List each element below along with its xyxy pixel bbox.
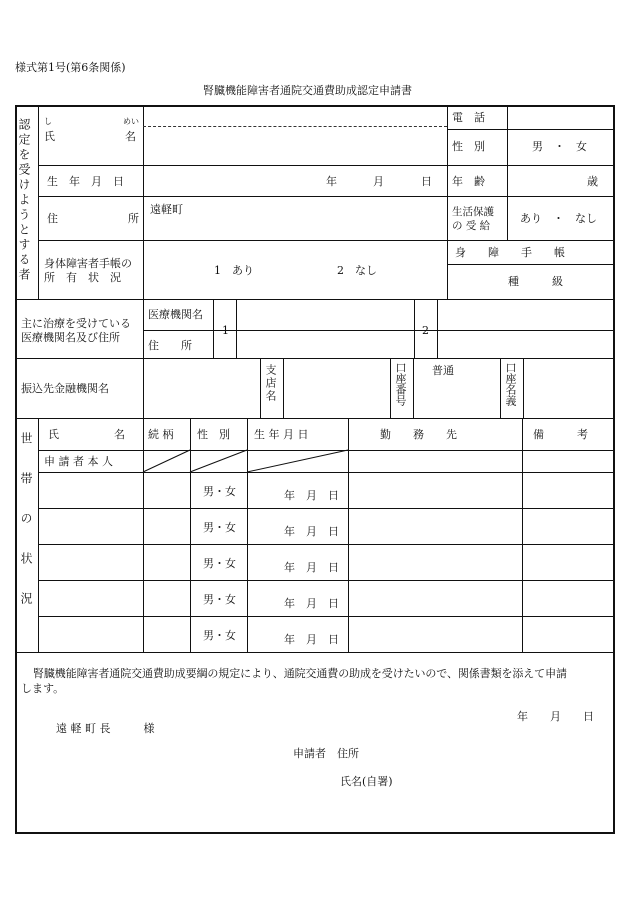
medical-num-2: 2 [422, 324, 429, 337]
birth-date-field[interactable] [144, 166, 446, 195]
age-label: 年 齢 [452, 175, 485, 188]
welfare-label-1: 生活保護 [452, 206, 494, 218]
declaration-addressee: 遠 軽 町 長 様 [56, 722, 155, 735]
sex-label: 性 別 [452, 140, 485, 153]
household-header-name: 氏 名 [48, 428, 125, 441]
address-value[interactable]: 遠軽町 [150, 203, 183, 216]
account-holder-label: 口座名義 [504, 362, 517, 406]
medical-address-label: 住 所 [148, 339, 192, 352]
declaration-text-1: 腎臓機能障害者通院交通費助成要綱の規定により、通院交通費の助成を受けたいので、関係書類を添えて申請 [33, 667, 567, 680]
name-label-mei: 名 [125, 130, 136, 143]
welfare-choice[interactable]: あり ・ なし [520, 212, 597, 225]
household-row-date[interactable]: 年 月 日 [284, 525, 339, 538]
household-row-sex[interactable]: 男・女 [203, 557, 236, 570]
medical-label-1: 主に治療を受けている [21, 317, 131, 330]
age-unit: 歳 [587, 175, 598, 188]
applicant-section-label: 認定を受けようとする者 [17, 118, 31, 283]
address-label-sho: 所 [128, 212, 139, 225]
handbook-status-label-2: 所 有 状 況 [44, 271, 121, 284]
name-furigana-mei: めい [123, 117, 139, 126]
form-number: 様式第1号(第6条関係) [15, 61, 126, 74]
phone-label: 電 話 [452, 111, 485, 124]
declaration-date[interactable]: 年 月 日 [517, 710, 594, 723]
handbook-label: 身 障 手 帳 [455, 246, 565, 259]
birth-day-unit: 日 [421, 175, 432, 188]
birth-year-unit: 年 [326, 175, 337, 188]
handbook-yes-option[interactable]: 1 あり [214, 264, 254, 277]
sex-choice[interactable]: 男 ・ 女 [532, 140, 587, 153]
handbook-status-label-1: 身体障害者手帳の [44, 257, 132, 270]
household-row-date[interactable]: 年 月 日 [284, 489, 339, 502]
applicant-address-label[interactable]: 申請者 住所 [293, 747, 359, 760]
phone-field[interactable] [508, 107, 613, 128]
bank-field[interactable] [144, 359, 259, 417]
medical-label-2: 医療機関名及び住所 [21, 331, 120, 344]
address-label-ju: 住 [47, 212, 58, 225]
household-header-remarks: 備 考 [533, 428, 588, 441]
household-header-relation: 続 柄 [148, 428, 174, 441]
household-row-date[interactable]: 年 月 日 [284, 597, 339, 610]
declaration-text-2: します。 [21, 682, 65, 695]
account-holder-field[interactable] [524, 359, 613, 417]
age-field[interactable] [508, 166, 583, 195]
household-header-workplace: 勤 務 先 [380, 428, 457, 441]
medical-field-1[interactable] [237, 300, 413, 357]
birth-month-unit: 月 [373, 175, 384, 188]
household-self-label: 申 請 者 本 人 [44, 455, 113, 468]
birth-label: 生 年 月 日 [47, 175, 124, 188]
medical-num-1: 1 [222, 324, 229, 337]
household-row-sex[interactable]: 男・女 [203, 593, 236, 606]
household-row-date[interactable]: 年 月 日 [284, 633, 339, 646]
branch-label: 支店名 [264, 364, 277, 403]
applicant-name-label[interactable]: 氏名(自署) [340, 775, 393, 788]
handbook-no-option[interactable]: 2 なし [337, 264, 377, 277]
bank-label: 振込先金融機関名 [21, 382, 109, 395]
account-type: 普通 [432, 364, 454, 377]
household-header-sex: 性 別 [197, 428, 230, 441]
account-number-label: 口座番号 [394, 362, 407, 406]
household-header-birth: 生 年 月 日 [254, 428, 309, 441]
household-section-label: 世帯の状況 [19, 432, 33, 632]
name-label-shi: 氏 [44, 130, 55, 143]
household-row-sex[interactable]: 男・女 [203, 485, 236, 498]
household-row-date[interactable]: 年 月 日 [284, 561, 339, 574]
institution-label: 医療機関名 [148, 308, 203, 321]
form-title: 腎臓機能障害者通院交通費助成認定申請書 [203, 84, 412, 97]
household-row-sex[interactable]: 男・女 [203, 629, 236, 642]
grade-label: 種 級 [508, 275, 563, 288]
medical-field-2[interactable] [438, 300, 613, 357]
household-row-sex[interactable]: 男・女 [203, 521, 236, 534]
branch-field[interactable] [284, 359, 389, 417]
name-field[interactable] [144, 128, 446, 164]
welfare-label-2: の 受 給 [452, 220, 491, 232]
name-furigana-shi: し [44, 117, 52, 126]
